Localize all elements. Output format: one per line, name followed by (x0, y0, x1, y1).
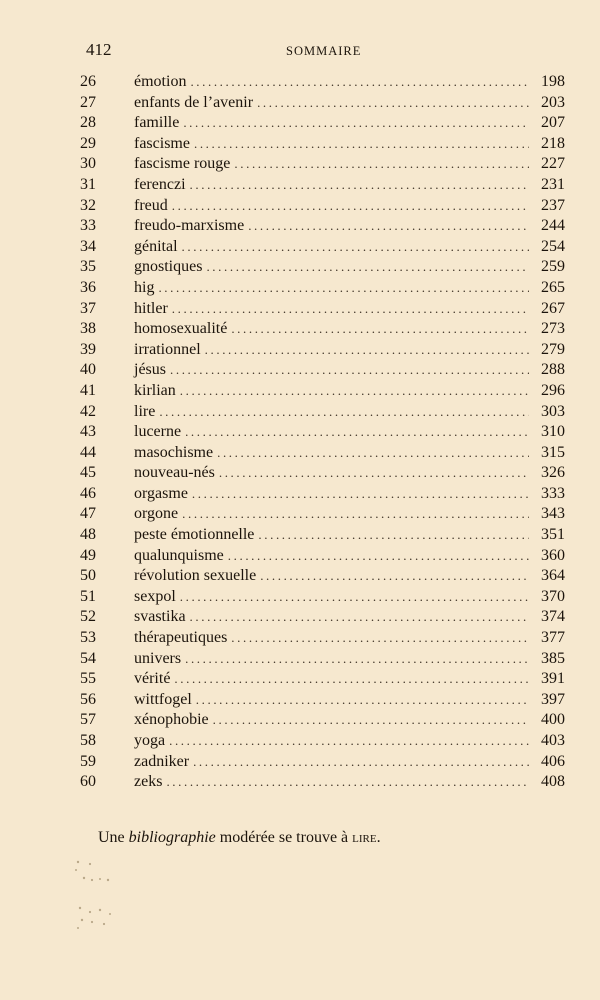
entry-title: révolution sexuelle (134, 567, 257, 585)
entry-number: 54 (80, 649, 96, 667)
entry-number: 36 (80, 278, 96, 296)
leader-dots (158, 278, 529, 299)
leader-dots (183, 113, 529, 134)
entry-page: 218 (541, 134, 565, 152)
leader-dots (193, 752, 529, 773)
toc-entry (80, 443, 565, 464)
entry-title: hitler (134, 299, 168, 317)
entry-page: 364 (541, 567, 565, 585)
leader-dots (169, 731, 529, 752)
entry-title: xénophobie (134, 711, 209, 729)
entry-number: 48 (80, 526, 96, 544)
note-suffix: . (376, 829, 381, 846)
toc-entry (80, 546, 565, 567)
toc-entry (80, 381, 565, 402)
leader-dots (205, 340, 529, 361)
entry-number: 58 (80, 732, 96, 749)
leader-dots (190, 607, 529, 628)
leader-dots (174, 669, 529, 690)
leader-dots (219, 463, 529, 484)
bibliography-note (98, 829, 381, 847)
entry-page: 227 (541, 155, 565, 173)
toc-entry (80, 628, 565, 649)
toc-entry (80, 710, 565, 731)
entry-title: nouveau-nés (134, 464, 215, 482)
entry-title: sexpol (134, 587, 176, 605)
toc-entry (80, 360, 565, 381)
entry-page: 374 (541, 608, 565, 626)
entry-title: ferenczi (134, 175, 186, 193)
entry-number: 37 (80, 299, 96, 317)
entry-page: 273 (541, 320, 565, 338)
leader-dots (185, 649, 529, 670)
entry-page: 254 (541, 237, 565, 255)
toc-entry (80, 484, 565, 505)
entry-number: 32 (80, 196, 96, 214)
entry-page: 370 (541, 587, 565, 605)
leader-dots (213, 710, 529, 731)
entry-title: zeks (134, 773, 163, 791)
entry-title: jésus (134, 361, 166, 379)
toc-entry (80, 504, 565, 525)
entry-number: 52 (80, 608, 96, 626)
entry-title: gnostiques (134, 258, 203, 276)
toc-entry (80, 402, 565, 423)
entry-page: 265 (541, 278, 565, 296)
note-middle: modérée se trouve à (215, 829, 353, 846)
entry-page: 267 (541, 299, 565, 317)
entry-page: 403 (541, 732, 565, 749)
leader-dots (190, 175, 529, 196)
entry-title: orgone (134, 505, 179, 523)
entry-page: 231 (541, 175, 565, 193)
entry-title: lucerne (134, 423, 182, 441)
entry-title: fascisme rouge (134, 155, 231, 173)
leader-dots (248, 216, 529, 237)
leader-dots (228, 546, 529, 567)
entry-number: 43 (80, 423, 96, 441)
note-small-caps: lire (352, 829, 377, 846)
entry-title: yoga (134, 732, 166, 749)
entry-title: qualunquisme (134, 546, 224, 564)
leader-dots (166, 772, 529, 793)
toc-entry (80, 134, 565, 155)
entry-title: homosexualité (134, 320, 228, 338)
toc-entry (80, 731, 565, 752)
leader-dots (260, 566, 529, 587)
entry-page: 377 (541, 629, 565, 647)
entry-number: 45 (80, 464, 96, 482)
entry-number: 31 (80, 175, 96, 193)
entry-title: kirlian (134, 381, 176, 399)
toc-entry (80, 319, 565, 340)
page-number: 412 (86, 40, 112, 59)
entry-number: 47 (80, 505, 96, 523)
entry-number: 51 (80, 587, 96, 605)
entry-number: 27 (80, 93, 96, 111)
leader-dots (182, 504, 529, 525)
toc-entry (80, 525, 565, 546)
toc-entry (80, 752, 565, 773)
toc-entry (80, 340, 565, 361)
leader-dots (194, 134, 529, 155)
toc-entry (80, 113, 565, 134)
toc-entry (80, 237, 565, 258)
entry-page: 203 (541, 93, 565, 111)
toc-entry (80, 690, 565, 711)
entry-page: 343 (541, 505, 565, 523)
entry-title: freudo-marxisme (134, 217, 245, 235)
entry-number: 44 (80, 443, 96, 461)
toc-entry (80, 299, 565, 320)
entry-title: hig (134, 278, 155, 296)
entry-page: 351 (541, 526, 565, 544)
entry-number: 33 (80, 217, 96, 235)
entry-title: peste émotionnelle (134, 526, 255, 544)
toc-entry (80, 216, 565, 237)
leader-dots (258, 525, 529, 546)
leader-dots (192, 484, 529, 505)
leader-dots (206, 257, 529, 278)
entry-title: irrationnel (134, 340, 201, 358)
toc-entry (80, 772, 565, 793)
entry-number: 56 (80, 690, 96, 708)
entry-page: 406 (541, 752, 565, 770)
entry-number: 39 (80, 340, 96, 358)
entry-number: 35 (80, 258, 96, 276)
toc-entry (80, 566, 565, 587)
entry-number: 30 (80, 155, 96, 173)
leader-dots (159, 402, 529, 423)
table-of-contents (80, 72, 565, 793)
running-head: SOMMAIRE (286, 44, 362, 58)
entry-page: 237 (541, 196, 565, 214)
entry-title: lire (134, 402, 156, 420)
entry-title: masochisme (134, 443, 214, 461)
entry-number: 29 (80, 134, 96, 152)
entry-page: 326 (541, 464, 565, 482)
leader-dots (182, 237, 529, 258)
leader-dots (172, 196, 529, 217)
entry-page: 385 (541, 649, 565, 667)
entry-page: 207 (541, 114, 565, 132)
toc-entry (80, 257, 565, 278)
entry-number: 46 (80, 484, 96, 502)
entry-title: wittfogel (134, 690, 192, 708)
entry-title: enfants de l’avenir (134, 93, 254, 111)
entry-page: 333 (541, 484, 565, 502)
entry-number: 57 (80, 711, 96, 729)
entry-page: 310 (541, 423, 565, 441)
entry-number: 50 (80, 567, 96, 585)
entry-number: 55 (80, 670, 96, 688)
note-emphasis: bibliographie (128, 829, 216, 846)
entry-page: 303 (541, 402, 565, 420)
toc-entry (80, 587, 565, 608)
toc-entry (80, 175, 565, 196)
leader-dots (196, 690, 529, 711)
leader-dots (180, 381, 529, 402)
toc-entry (80, 669, 565, 690)
leader-dots (257, 93, 529, 114)
entry-title: univers (134, 649, 182, 667)
entry-number: 41 (80, 381, 96, 399)
leader-dots (180, 587, 529, 608)
leader-dots (172, 299, 529, 320)
entry-page: 315 (541, 443, 565, 461)
entry-page: 397 (541, 690, 565, 708)
entry-title: thérapeutiques (134, 629, 228, 647)
entry-page: 288 (541, 361, 565, 379)
entry-title: orgasme (134, 484, 188, 502)
entry-title: fascisme (134, 134, 190, 152)
entry-number: 28 (80, 114, 96, 132)
entry-number: 38 (80, 320, 96, 338)
toc-entry (80, 422, 565, 443)
entry-page: 296 (541, 381, 565, 399)
entry-number: 42 (80, 402, 96, 420)
entry-title: freud (134, 196, 168, 214)
toc-entry (80, 649, 565, 670)
entry-title: génital (134, 237, 178, 255)
leader-dots (217, 443, 529, 464)
leader-dots (170, 360, 529, 381)
entry-page: 259 (541, 258, 565, 276)
entry-number: 59 (80, 752, 96, 770)
entry-title: émotion (134, 73, 187, 90)
toc-entry (80, 93, 565, 114)
entry-number: 40 (80, 361, 96, 379)
entry-title: zadniker (134, 752, 190, 770)
toc-entry (80, 463, 565, 484)
toc-entry (80, 196, 565, 217)
leader-dots (185, 422, 529, 443)
leader-dots (231, 628, 529, 649)
entry-number: 34 (80, 237, 96, 255)
leader-dots (190, 72, 529, 93)
entry-title: vérité (134, 670, 171, 688)
entry-title: svastika (134, 608, 186, 626)
entry-page: 391 (541, 670, 565, 688)
entry-page: 408 (541, 773, 565, 791)
toc-entry (80, 607, 565, 628)
toc-entry (80, 278, 565, 299)
leader-dots (231, 319, 529, 340)
leader-dots (234, 154, 529, 175)
toc-entry (80, 154, 565, 175)
entry-page: 360 (541, 546, 565, 564)
entry-number: 60 (80, 773, 96, 791)
print-specks (70, 858, 120, 938)
entry-number: 49 (80, 546, 96, 564)
entry-title: famille (134, 114, 180, 132)
entry-number: 26 (80, 73, 96, 90)
entry-page: 244 (541, 217, 565, 235)
entry-page: 400 (541, 711, 565, 729)
entry-page: 198 (541, 73, 565, 90)
toc-entry (80, 72, 565, 93)
note-prefix: Une (98, 829, 129, 846)
entry-number: 53 (80, 629, 96, 647)
entry-page: 279 (541, 340, 565, 358)
